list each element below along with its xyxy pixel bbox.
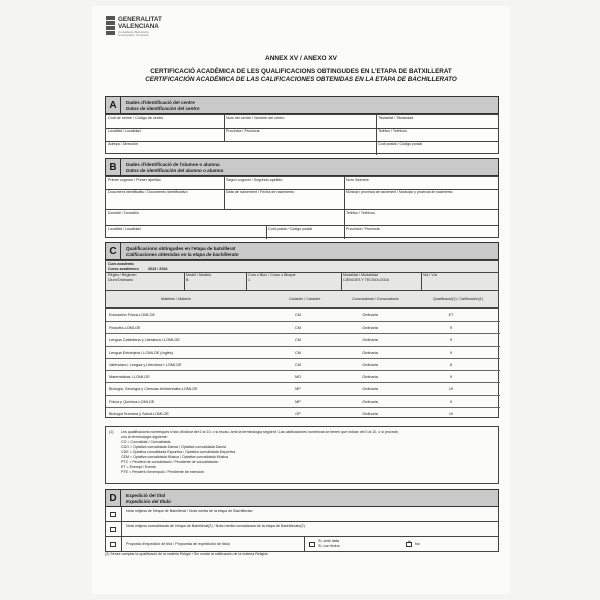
normalized-grade-checkbox[interactable] [110,527,116,533]
grade-cell: 9 [449,399,453,404]
table-row [106,333,500,345]
subject-cell: Lengua Extranjera I-LOMLOE (Inglés) [109,350,173,355]
course-year-value: 2023 / 2024 [148,267,168,271]
section-title-es: Datos de identificación del alumno o alumna [126,168,224,173]
field-domicile[interactable]: Domicili / Domicilio [108,211,139,215]
regime-label: Règim / Régimen [108,273,137,277]
normalized-grade-row [105,522,499,537]
document-title-valencian: CERTIFICACIÓ ACADÈMICA DE LES QUALIFICACIONS OBTINGUDES EN L'ETAPA DE BATXILLERAT [150,68,452,75]
document-title-spanish: CERTIFICACIÓN ACADÉMICA DE LAS CALIFICACIONES OBTENIDAS EN LA ETAPA DE BACHILLERATO [145,76,457,83]
field-student-postal[interactable]: Codi postal / Código postal [268,227,313,231]
field-province[interactable]: Província / Provincia [226,129,260,133]
average-grade-row [105,507,499,522]
note-line: ET = Exempt / Exento [121,465,156,469]
note-line: CDE = Optativa convalidada Esportiva / Optativa convalidada Deportiva [121,450,236,454]
field-address[interactable]: Adreça / Dirección [108,142,139,146]
field-ownership[interactable]: Titularitat / Titularidad [378,116,414,120]
section-d-header [105,489,499,507]
footnote: (2) Sense comptar la qualificació de la matèria Religió / Sin contar la calificación de la materia Religión [105,552,269,556]
section-letter: C [106,243,121,259]
table-row [106,358,500,370]
call-cell: Ordinaria [362,362,378,367]
character-cell: CM [295,338,301,343]
grade-cell: 10 [448,411,454,416]
character-cell: CM [295,326,301,331]
character-cell: OP [295,411,301,416]
course-year-label-val: Curs acadèmic [108,262,135,266]
col-character: Caràcter / Carácter [289,297,321,301]
no-label: No [415,542,420,546]
modality-value: CIÈNCIES Y TECNOLOGIA [343,278,389,282]
title-proposal-checkbox[interactable] [110,542,116,548]
character-cell: CM [295,350,301,355]
section-a-fields [105,114,499,154]
modality-label: Modalitat / Modalidad [343,273,379,277]
field-second-surname[interactable]: Segon cognom / Segundo apellido [226,178,283,182]
field-locality[interactable]: Localitat / Localidad [108,129,141,133]
course-year-label-es: Curso académico [108,267,139,271]
field-phone[interactable]: Telèfon / Teléfono [378,129,407,133]
section-c-header [105,242,499,260]
grade-cell: 9 [449,350,453,355]
subject-cell: Filosofía-LOMLOE [109,326,141,331]
table-row [106,407,500,419]
note-line: Les qualificacions numèriques s'han d'indicar del 0 al 10, o si escau, amb la terminologia següent / Las calificaciones numéricas se tienen que indicar del 0 al 10, o si procede, [121,430,399,434]
section-letter: A [106,97,121,113]
section-letter: B [106,159,121,175]
table-row [106,346,500,358]
section-title: Expedició del títol [126,493,166,498]
table-row [106,321,500,333]
call-cell: Ordinaria [362,326,378,331]
section-title: Dades d'identificació del centre [126,100,195,105]
field-first-surname[interactable]: Primer cognom / Primer apellido [108,178,161,182]
grade-cell: 9 [449,338,453,343]
certificate-page [92,6,510,594]
note-line: con la terminología siguiente: [121,435,168,439]
section-title: Dades d'identificació de l'alumne o alumna [126,162,220,167]
subject-cell: Biología, Geología y Ciencias Ambientales-LOMLOE [109,387,198,392]
call-cell: Ordinaria [362,313,378,317]
yes-with-date-checkbox[interactable] [309,542,315,548]
grade-cell: 9 [449,326,453,331]
note-line: CDO = Optativa convalidada Dansa / Optativa convalidada Danza [121,445,226,449]
subject-cell: Valenciano: Lengua y Literatura I-LOMLOE [109,362,182,367]
grade-cell: 10 [448,387,454,392]
course-block-label: Curs o Bloc / Curso o Bloque [248,273,296,277]
grade-cell: 8 [449,362,453,367]
call-cell: Ordinaria [362,399,378,404]
normalized-grade-label: Nota mitjana normalitzada de l'etapa de Batxillerat(2) / Nota media normalizada de la etapa de Bachillerato(2) [126,524,305,528]
character-cell: MO [294,375,302,380]
annex-label: ANNEX XV / ANEXO XV [265,55,337,62]
field-centre-code[interactable]: Codi de centre / Código de centro [108,116,164,120]
section-b-fields [105,176,499,238]
field-id-document[interactable]: Document identificatiu / Documento identificativo [108,190,188,194]
note-marker: (1) [109,430,114,434]
model-label: Model / Modelo [186,273,212,277]
section-title-es: Calificaciones obtenidas en la etapa de bachillerato [126,252,239,257]
call-cell: Ordinaria [362,411,378,416]
call-cell: Ordinaria [362,375,378,380]
character-cell: CM [295,313,301,317]
section-c-course-info [105,260,499,308]
character-cell: MP [295,399,301,404]
logo-subtitle: Conselleria d'Educació, Universitats i Ocupació [118,30,150,38]
subject-cell: Matemáticas I-LOMLOE [109,375,150,380]
field-student-province[interactable]: Província / Provincia [346,227,380,231]
average-grade-checkbox[interactable] [110,512,116,518]
grade-cell: ET [448,313,454,317]
title-proposal-label: Proposta d'expedició de títol / Propuesta de expedición de título [126,542,231,546]
col-call: Convocatòria / Convocatoria [352,297,399,301]
field-student-phone[interactable]: Telèfon / Teléfono [346,211,375,215]
title-proposal-row [105,537,499,552]
generalitat-logo [106,16,186,50]
subject-cell: Biología Humana y Salud-LOMLOE [109,411,169,416]
field-centre-name[interactable]: Nom del centre / Nombre del centro [226,116,285,120]
section-title-es: Datos de identificación del centro [126,106,200,111]
col-grade: Qualificació(1) / Calificación(1) [433,297,484,301]
subject-cell: Física y Química-LOMLOE [109,399,155,404]
field-postal-code[interactable]: Codi postal / Código postal [378,142,423,146]
subject-cell: Lengua Castellana y Literatura I-LOMLOE [109,338,180,343]
note-line: PTE = Pendent d'exempció / Pendiente de exención [121,470,205,474]
regime-value: Diurn/Ordinario [108,278,134,282]
grade-cell: 9 [449,375,453,380]
average-grade-label: Nota mitjana de l'etapa de Batxillerat / Nota media de la etapa de Bachillerato [126,509,253,513]
yes-with-date-label-es: Sí, con fecha [318,544,340,548]
section-a-header [105,96,499,114]
grades-table [105,308,499,418]
note-line: CEM = Optativa convalidada Música / Optativa convalidada Música [121,455,228,459]
call-cell: Ordinaria [362,350,378,355]
section-title: Qualificacions obtingudes en l'etapa de batxillerat [126,246,236,251]
logo-name: GENERALITAT VALENCIANA [118,16,162,30]
model-value: B [186,278,189,282]
section-letter: D [106,490,121,506]
no-checkbox[interactable] [406,542,412,548]
grade-notes [105,426,499,484]
character-cell: CM [295,362,301,367]
col-subject: Matèries / Materia [161,297,191,301]
table-row [106,309,500,321]
table-row [106,382,500,394]
note-line: PTC = Pendent de convalidació / Pendiente de convalidación [121,460,219,464]
table-row [106,395,500,407]
course-block-value: 1 [248,278,251,282]
field-name[interactable]: Nom /Nombre [346,178,369,182]
section-b-header [105,158,499,176]
subject-cell: Educación Física-LOMLOE [109,313,156,317]
section-title-es: Expedición del título [126,499,171,504]
call-cell: Ordinaria [362,338,378,343]
character-cell: MP [295,387,301,392]
field-birth-date[interactable]: Data de naixement / Fecha de nacimiento [226,190,295,194]
call-cell: Ordinaria [362,387,378,392]
track-label: Via / Vía [423,273,437,277]
generalitat-emblem-icon [106,16,115,36]
note-line: CO = Convalidat / Convalidada [121,440,171,444]
field-birthplace[interactable]: Municipi i província de naixement / Municipio y provincia de nacimiento [346,190,453,194]
field-student-locality[interactable]: Localitat / Localidad [108,227,141,231]
yes-with-date-label-val: Sí, amb data [318,539,339,543]
table-row [106,370,500,382]
